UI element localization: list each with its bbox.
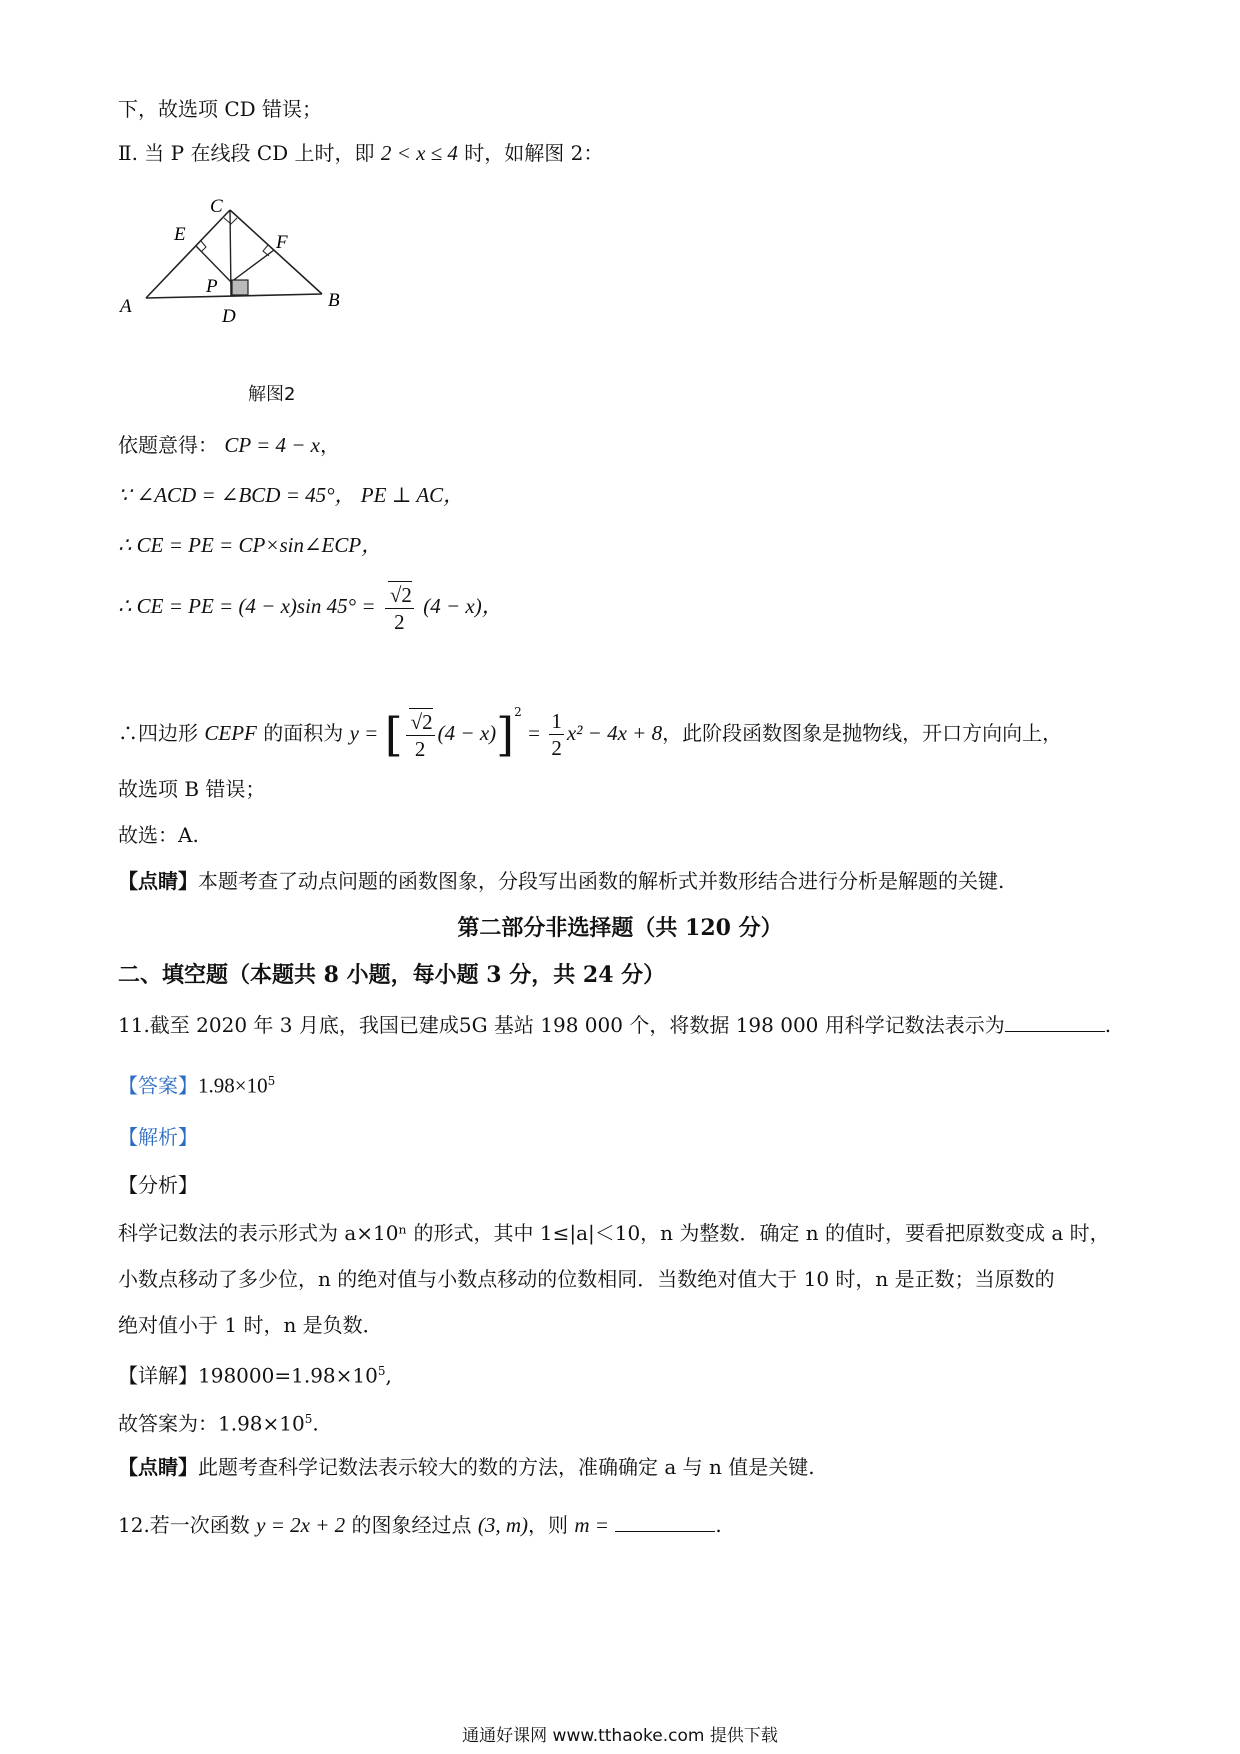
therefore-line-1: ∴ CE = PE = CP×sin∠ECP， bbox=[118, 533, 383, 557]
area-y: y = bbox=[349, 721, 379, 745]
because-line: ∵ ∠ACD = ∠BCD = 45°， PE ⊥ AC， bbox=[118, 483, 465, 507]
q12-end: . bbox=[715, 1513, 722, 1537]
final-line bbox=[118, 1406, 319, 1437]
therefore-2-right: (4 − x)， bbox=[423, 594, 503, 618]
case-two-line bbox=[118, 140, 603, 166]
figure-label-c: C bbox=[210, 196, 223, 217]
question-12 bbox=[118, 1512, 722, 1538]
detail-tag: 【详解】 bbox=[118, 1363, 198, 1388]
fenxi-line-1: 科学记数法的表示形式为 a×10ⁿ 的形式，其中 1≤|a|＜10，n 为整数．确定 n 的值时，要看把原数变成 a 时， bbox=[118, 1221, 1110, 1245]
condition-expression: CP = 4 − x bbox=[224, 433, 320, 457]
fenxi-tag: 【分析】 bbox=[118, 1173, 198, 1197]
comment-text: 本题考查了动点问题的函数图象，分段写出函数的解析式并数形结合进行分析是解题的关键. bbox=[198, 869, 1005, 893]
figure-label-d: D bbox=[222, 306, 236, 327]
case-two-condition: 2 < x ≤ 4 bbox=[380, 141, 458, 165]
answer-line bbox=[118, 1068, 275, 1099]
therefore-2-left: ∴ CE = PE = (4 − x)sin 45° = bbox=[118, 594, 376, 618]
text-line: 故选项 B 错误； bbox=[118, 777, 266, 801]
half-den: 2 bbox=[551, 736, 562, 760]
fenxi-line-2: 小数点移动了多少位，n 的绝对值与小数点移动的位数相同．当数绝对值大于 10 时，n 是正数；当原数的 bbox=[118, 1267, 1055, 1291]
area-fraction bbox=[406, 708, 435, 762]
comment-line bbox=[118, 868, 1004, 894]
q12-mid: 的图象经过点 bbox=[351, 1513, 472, 1537]
question-11 bbox=[118, 1012, 1111, 1038]
therefore-line-2 bbox=[118, 578, 503, 635]
final-text: 故答案为：1.98×10 bbox=[118, 1411, 305, 1436]
q12-function: y = 2x + 2 bbox=[256, 1513, 346, 1537]
case-two-suffix: 时，如解图 2： bbox=[464, 141, 604, 165]
answer-blank bbox=[1005, 1013, 1105, 1032]
note-text: 此题考查科学记数法表示较大的数的方法，准确确定 a 与 n 值是关键. bbox=[198, 1455, 815, 1479]
choice-line: 故选：A. bbox=[118, 823, 199, 847]
area-suffix: ，此阶段函数图象是抛物线，开口方向向上， bbox=[662, 721, 1063, 745]
note-tag: 【点睛】 bbox=[118, 1455, 198, 1479]
area-fraction-den: 2 bbox=[414, 736, 426, 761]
area-inner: (4 − x) bbox=[437, 721, 497, 745]
condition-line: 依题意得： CP = 4 − x， bbox=[118, 433, 340, 457]
figure-label-p: P bbox=[206, 276, 218, 297]
figure-label-f: F bbox=[276, 232, 288, 253]
area-prefix: ∴四边形 bbox=[118, 721, 198, 745]
answer-tag: 【答案】 bbox=[118, 1073, 198, 1098]
triangle-figure bbox=[110, 196, 370, 356]
fraction-sqrt2-over-2 bbox=[385, 581, 414, 635]
detail-end: , bbox=[385, 1363, 392, 1388]
condition-prefix: 依题意得： bbox=[118, 433, 218, 457]
section-title: 第二部分非选择题（共 120 分） bbox=[457, 915, 783, 941]
page-footer: 通通好课网 www.tthaoke.com 提供下载 bbox=[462, 1726, 778, 1746]
area-line: ∴四边形 CEPF 的面积为 y = [ $\frac{√2}{2}$ (4 − x)]$^2$ = $\frac{1}{2}$ x² − 4x + 8，此阶段函数图象是抛物线，开口方向向上， bbox=[118, 705, 1063, 762]
comment-tag: 【点睛】 bbox=[118, 869, 198, 893]
q12-point: (3, m) bbox=[477, 1513, 529, 1537]
half-num: 1 bbox=[551, 709, 562, 733]
analysis-tag: 【解析】 bbox=[118, 1125, 198, 1149]
text-line: 下，故选项 CD 错误； bbox=[118, 97, 323, 121]
detail-line bbox=[118, 1358, 392, 1389]
final-exp: 5 bbox=[304, 1412, 313, 1426]
detail-exp: 5 bbox=[377, 1364, 386, 1378]
area-shape: CEPF bbox=[204, 721, 257, 745]
figure-label-a: A bbox=[120, 296, 132, 317]
question-11-end: . bbox=[1104, 1013, 1112, 1037]
final-end: . bbox=[312, 1411, 319, 1436]
answer-value: 1.98×10 bbox=[198, 1073, 268, 1098]
sqrt2-numerator: √2 bbox=[389, 582, 412, 607]
area-square-exp: 2 bbox=[514, 705, 522, 719]
fraction-denominator: 2 bbox=[394, 609, 405, 634]
detail-text: 198000=1.98×10 bbox=[198, 1363, 378, 1388]
fenxi-line-3: 绝对值小于 1 时，n 是负数． bbox=[118, 1313, 383, 1337]
question-11-text: 11.截至 2020 年 3 月底，我国已建成5G 基站 198 000 个，将数据 198 000 用科学记数法表示为 bbox=[118, 1013, 1005, 1037]
area-sqrt2: √2 bbox=[410, 709, 433, 734]
q12-var: m = bbox=[574, 1513, 609, 1537]
q12-blank bbox=[615, 1513, 715, 1532]
half-fraction bbox=[549, 708, 564, 761]
figure-caption: 解图2 bbox=[248, 384, 296, 405]
q12-prefix: 12.若一次函数 bbox=[118, 1513, 250, 1537]
area-rhs: x² − 4x + 8 bbox=[566, 721, 663, 745]
section-heading: 二、填空题（本题共 8 小题，每小题 3 分，共 24 分） bbox=[118, 962, 666, 988]
case-two-prefix: Ⅱ. 当 P 在线段 CD 上时，即 bbox=[118, 141, 375, 165]
q12-then: ，则 bbox=[528, 1513, 569, 1537]
figure-label-b: B bbox=[328, 290, 340, 311]
note-line bbox=[118, 1454, 815, 1480]
area-mid: 的面积为 bbox=[263, 721, 344, 745]
answer-exp: 5 bbox=[267, 1074, 276, 1088]
figure-label-e: E bbox=[174, 224, 186, 245]
